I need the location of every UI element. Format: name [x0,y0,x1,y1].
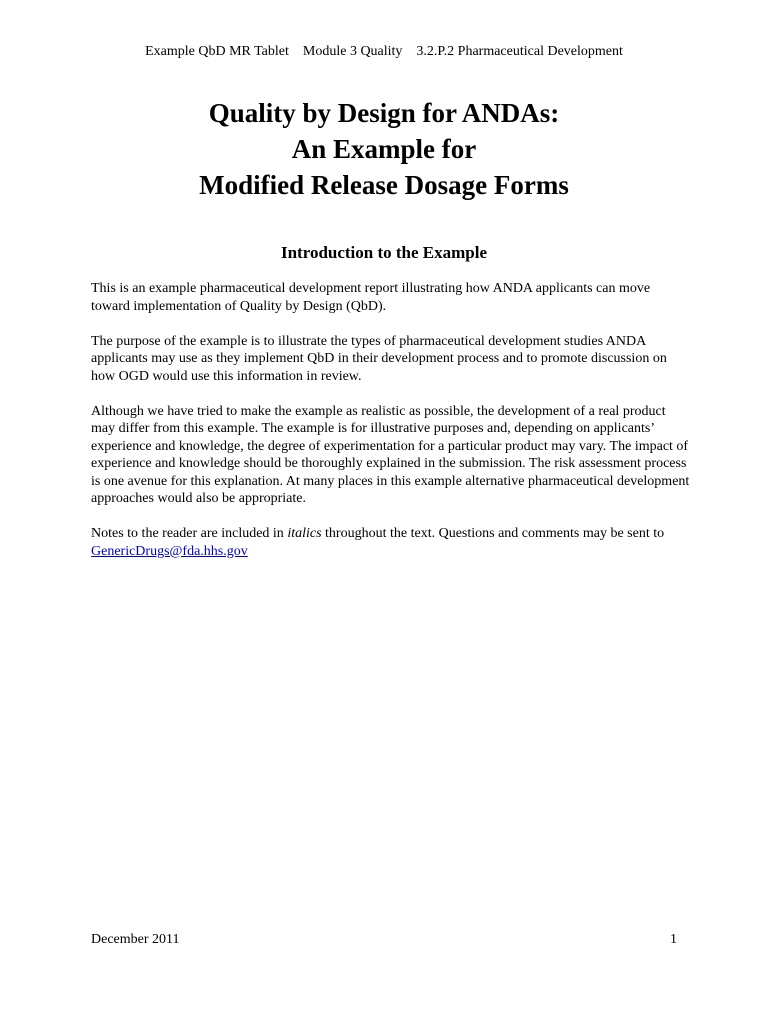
footer-date: December 2011 [91,932,180,947]
paragraph-4-text-a: Notes to the reader are included in [91,526,288,541]
italics-word: italics [287,526,322,541]
title-line-1: Quality by Design for ANDAs: [208,98,560,128]
paragraph-1: This is an example pharmaceutical development report illustrating how ANDA applicants can move toward implementation of Quality by Design (QbD). [91,281,651,314]
running-header: Example QbD MR Tablet Module 3 Quality 3.2.P.2 Pharmaceutical Development [145,44,623,59]
section-heading: Introduction to the Example [280,243,488,262]
page-number: 1 [670,932,677,947]
document-title [0,95,768,203]
paragraph-4-text-b: throughout the text. Questions and comments may be sent to [321,526,665,541]
email-link[interactable]: GenericDrugs@fda.hhs.gov [91,543,248,559]
paragraph-2: The purpose of the example is to illustrate the types of pharmaceutical development studies ANDA applicants may use as they implement QbD in their development process and to promote discussion on how OGD would use this information in review. [91,333,667,384]
body-text [91,280,691,578]
title-line-3: Modified Release Dosage Forms [199,170,569,200]
title-line-2: An Example for [291,134,477,164]
paragraph-3: Although we have tried to make the example as realistic as possible, the development of a real product may differ from this example. The example is for illustrative purposes and, depending on applicants’ experience and knowledge, the degree of experimentation for a particular product may vary. The impact of experience and knowledge should be thoroughly explained in the submission. The risk assessment process is one avenue for this explanation. At many places in this example alternative pharmaceutical development approaches would also be appropriate. [91,403,690,506]
paragraph-4 [91,525,691,560]
